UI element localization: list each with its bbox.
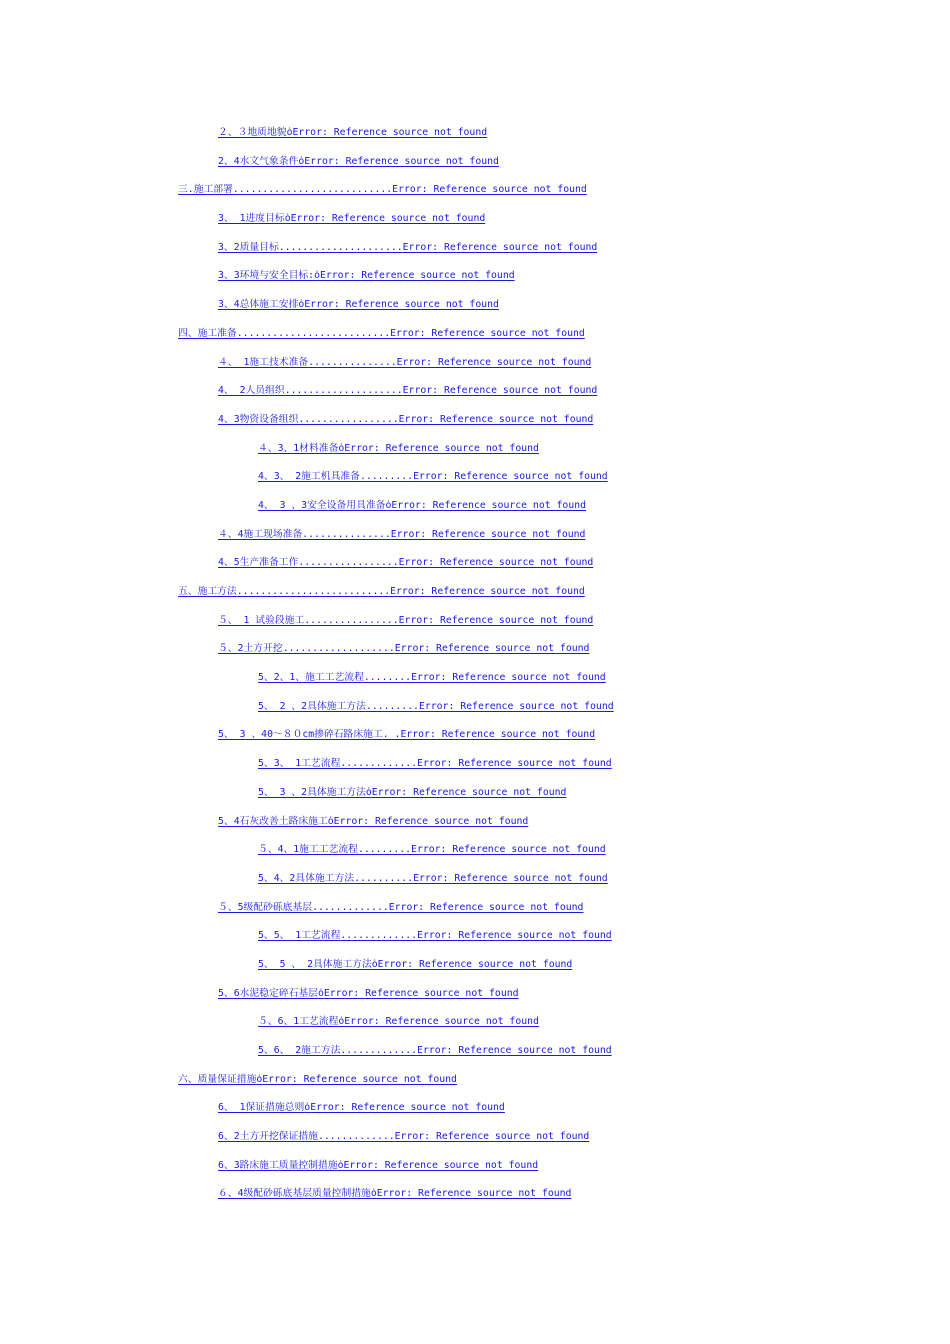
toc-entry-title: 5、 5 、 2具体施工方法 [258, 958, 372, 970]
toc-entry-page-ref: Error: Reference source not found [376, 1188, 572, 1200]
toc-entry-leader: ................. [298, 557, 399, 569]
toc-link[interactable] [218, 643, 589, 654]
toc-entry-page-ref: Error: Reference source not found [413, 872, 608, 884]
toc-entry-title: ４、3、1材料准备 [258, 442, 339, 454]
toc-entry [0, 377, 950, 406]
toc-link[interactable] [218, 1131, 589, 1142]
toc-entry-page-ref: Error: Reference source not found [310, 1102, 505, 1114]
toc-entry [0, 1152, 950, 1181]
toc-entry-leader: ............. [312, 901, 389, 913]
toc-link[interactable] [258, 844, 606, 855]
toc-entry-page-ref: Error: Reference source not found [394, 1131, 590, 1143]
toc-entry-title: 5、2、1、施工工艺流程 [258, 672, 364, 684]
toc-entry-leader: ............... [308, 356, 397, 368]
toc-entry-page-ref: Error: Reference source not found [319, 270, 515, 282]
toc-link[interactable] [178, 184, 587, 195]
toc-link[interactable] [258, 672, 606, 683]
toc-entry-leader: .................... [284, 385, 403, 397]
toc-entry [0, 1037, 950, 1066]
toc-entry [0, 234, 950, 263]
toc-entry [0, 406, 950, 435]
toc-link[interactable] [218, 816, 528, 827]
toc-entry-page-ref: Error: Reference source not found [417, 930, 612, 942]
toc-entry-page-ref: Error: Reference source not found [398, 557, 594, 569]
toc-entry-title: 5、4石灰改善土路床施工 [218, 815, 328, 827]
toc-entry-title: 6、3路床施工质量控制措施 [218, 1159, 338, 1171]
toc-entry [0, 463, 950, 492]
toc-entry [0, 750, 950, 779]
toc-link[interactable] [178, 586, 585, 597]
toc-entry-leader: ......... [357, 844, 412, 856]
field-marker-icon: ȯ [314, 270, 320, 282]
toc-link[interactable] [218, 357, 591, 368]
toc-entry [0, 865, 950, 894]
toc-entry-title: 5、5、 1工艺流程 [258, 930, 341, 942]
toc-entry-leader: ......... [359, 471, 414, 483]
field-marker-icon: ȯ [327, 815, 334, 827]
toc-entry-page-ref: Error: Reference source not found [411, 672, 606, 684]
toc-link[interactable] [218, 729, 595, 740]
toc-link[interactable] [218, 1188, 571, 1199]
toc-entry-page-ref: Error: Reference source not found [333, 815, 529, 827]
toc-entry [0, 1123, 950, 1152]
toc-entry-title: 4、3物资设备组织 [218, 413, 299, 425]
toc-link[interactable] [258, 959, 572, 970]
toc-link[interactable] [258, 787, 566, 798]
toc-entry-title: 5、 3 、40～８０cm掺碎石路床施工 [218, 729, 383, 741]
field-marker-icon: ȯ [286, 127, 293, 138]
toc-entry-title: 5、4、2具体施工方法 [258, 872, 355, 884]
toc-entry-leader: ..................... [278, 241, 403, 253]
toc-entry-page-ref: Error: Reference source not found [390, 528, 586, 540]
field-marker-icon: ȯ [284, 213, 291, 225]
toc-entry-title: 3、2质量目标 [218, 241, 279, 253]
toc-link[interactable] [258, 758, 612, 769]
toc-entry-title: ２、３地质地貌 [218, 127, 287, 138]
toc-entry [0, 578, 950, 607]
toc-entry-title: 5、 3 、2具体施工方法 [258, 786, 366, 798]
toc-entry-title: ５、2土方开挖 [218, 643, 283, 655]
toc-entry-page-ref: Error: Reference source not found [418, 700, 614, 712]
toc-entry-page-ref: Error: Reference source not found [402, 241, 598, 253]
toc-entry-leader: .......... [354, 872, 414, 884]
toc-entry-title: 4、3、 2施工机具准备 [258, 471, 360, 483]
toc-link[interactable] [218, 299, 499, 310]
toc-entry-title: 四、施工准备 [178, 327, 237, 339]
toc-entry [0, 808, 950, 837]
toc-link[interactable] [178, 328, 585, 339]
field-marker-icon: ȯ [256, 1073, 263, 1085]
field-marker-icon: ȯ [317, 987, 324, 999]
toc-link[interactable] [218, 557, 593, 568]
toc-entry-title: ５、6、1工艺流程 [258, 1016, 339, 1028]
toc-link[interactable] [218, 127, 487, 138]
toc-entry-page-ref: Error: Reference source not found [392, 184, 587, 196]
toc-link[interactable] [258, 443, 539, 454]
toc-entry-page-ref: Error: Reference source not found [290, 213, 486, 225]
toc-entry-page-ref: Error: Reference source not found [344, 442, 539, 454]
toc-link[interactable] [258, 701, 614, 712]
toc-entry [0, 205, 950, 234]
toc-entry-page-ref: Error: Reference source not found [343, 1159, 539, 1171]
toc-entry-page-ref: Error: Reference source not found [304, 299, 499, 311]
field-marker-icon: ȯ [337, 1159, 344, 1171]
toc-entry-page-ref: Error: Reference source not found [417, 1045, 612, 1056]
toc-entry-page-ref: Error: Reference source not found [390, 327, 585, 339]
toc-entry [0, 435, 950, 464]
field-marker-icon: ȯ [304, 1102, 311, 1114]
toc-entry [0, 1066, 950, 1095]
toc-entry-leader: ................... [282, 643, 395, 655]
toc-entry [0, 291, 950, 320]
toc-entry-leader: ................. [298, 413, 399, 425]
toc-entry-page-ref: Error: Reference source not found [400, 729, 596, 741]
toc-link[interactable] [218, 242, 597, 253]
toc-link[interactable] [258, 1045, 612, 1056]
toc-entry-page-ref: Error: Reference source not found [262, 1073, 457, 1085]
toc-entry-page-ref: Error: Reference source not found [377, 958, 573, 970]
toc-entry-leader: ............. [317, 1131, 395, 1143]
field-marker-icon: ȯ [385, 499, 392, 511]
toc-link[interactable] [178, 1074, 457, 1085]
toc-entry-leader: ............. [340, 930, 418, 942]
toc-entry-page-ref: Error: Reference source not found [402, 385, 598, 397]
field-marker-icon: ȯ [298, 299, 305, 311]
toc-link[interactable] [218, 1160, 538, 1171]
toc-entry-page-ref: Error: Reference source not found [371, 786, 567, 798]
toc-entry-title: ５、5级配砂砾底基层 [218, 901, 313, 913]
toc-entry-page-ref: Error: Reference source not found [390, 586, 585, 597]
toc-entry-title: 4、 2人员组织 [218, 385, 285, 397]
toc-entry [0, 148, 950, 177]
toc-link[interactable] [218, 156, 499, 167]
toc-link[interactable] [218, 615, 593, 626]
toc-entry-page-ref: Error: Reference source not found [344, 1016, 539, 1028]
toc-entry [0, 521, 950, 550]
toc-entry [0, 492, 950, 521]
toc-entry-page-ref: Error: Reference source not found [413, 471, 608, 483]
toc-entry-title: 6、 1保证措施总则 [218, 1102, 305, 1114]
toc-entry [0, 349, 950, 378]
toc-entry-title: 3、3环境与安全目标: [218, 270, 315, 282]
toc-entry-title: 5、3、 1工艺流程 [258, 758, 341, 770]
toc-link[interactable] [218, 414, 593, 425]
toc-entry [0, 1180, 950, 1209]
toc-entry-title: 4、5生产准备工作 [218, 557, 299, 569]
toc-entry [0, 320, 950, 349]
toc-entry-page-ref: Error: Reference source not found [417, 758, 612, 770]
toc-link[interactable] [218, 385, 597, 396]
toc-link[interactable] [218, 270, 515, 281]
toc-entry-leader: ............. [340, 758, 418, 770]
toc-entry-page-ref: Error: Reference source not found [323, 987, 519, 999]
field-marker-icon: ȯ [371, 958, 378, 970]
toc-entry [0, 262, 950, 291]
toc-entry-leader: ......... [365, 700, 419, 712]
toc-entry-title: 3、 1进度目标 [218, 213, 285, 225]
field-marker-icon: ȯ [338, 442, 345, 454]
toc-link[interactable] [218, 529, 585, 540]
field-marker-icon: ȯ [370, 1188, 377, 1200]
toc-entry-title: ５、4、1施工工艺流程 [258, 844, 358, 856]
toc-entry-leader: ........ [363, 672, 412, 684]
toc-entry-leader: .......................... [236, 586, 391, 597]
toc-entry [0, 1094, 950, 1123]
toc-entry [0, 894, 950, 923]
toc-entry [0, 980, 950, 1009]
toc-entry [0, 922, 950, 951]
toc-entry [0, 119, 950, 148]
toc-entry-page-ref: Error: Reference source not found [391, 499, 587, 511]
toc-entry-title: 5、6、 2施工方法 [258, 1045, 341, 1056]
toc-link[interactable] [258, 471, 608, 482]
toc-link[interactable] [258, 873, 608, 884]
toc-entry [0, 951, 950, 980]
toc-entry [0, 635, 950, 664]
field-marker-icon: ȯ [338, 1016, 345, 1028]
toc-entry-page-ref: Error: Reference source not found [398, 413, 594, 425]
toc-link[interactable] [218, 988, 519, 999]
toc-entry-title: 6、2土方开挖保证措施 [218, 1131, 318, 1143]
toc-link[interactable] [218, 213, 485, 224]
toc-entry [0, 721, 950, 750]
toc-entry-page-ref: Error: Reference source not found [394, 643, 590, 655]
toc-entry-page-ref: Error: Reference source not found [396, 356, 592, 368]
toc-entry-leader: . . [382, 729, 401, 741]
toc-entry-title: 2、4水文气象条件 [218, 155, 299, 167]
toc-entry [0, 176, 950, 205]
toc-link[interactable] [218, 1102, 505, 1113]
toc-entry-page-ref: Error: Reference source not found [304, 155, 499, 167]
toc-entry-title: 六、质量保证措施 [178, 1073, 257, 1085]
toc-entry-page-ref: Error: Reference source not found [388, 901, 584, 913]
toc-entry-title: 5、 2 、2具体施工方法 [258, 700, 366, 712]
toc-entry-title: 5、6水泥稳定碎石基层 [218, 987, 318, 999]
toc-link[interactable] [218, 902, 583, 913]
toc-entry [0, 1008, 950, 1037]
toc-entry-title: 三.施工部署 [178, 184, 233, 196]
toc-entry [0, 607, 950, 636]
toc-entry [0, 836, 950, 865]
toc-entry-title: ４、 1施工技术准备 [218, 356, 309, 368]
toc-entry-title: 五、施工方法 [178, 586, 237, 597]
toc-entry-leader: ............. [340, 1045, 418, 1056]
toc-entry-title: ６、4级配砂砾底基层质量控制措施 [218, 1188, 371, 1200]
toc-entry [0, 664, 950, 693]
toc-entry-title: ５、 1 试验段施工 [218, 614, 305, 626]
toc-entry-page-ref: Error: Reference source not found [292, 127, 488, 138]
toc-entry-title: 3、4总体施工安排 [218, 299, 299, 311]
toc-entry-page-ref: Error: Reference source not found [411, 844, 606, 856]
field-marker-icon: ȯ [365, 786, 372, 798]
toc-link[interactable] [258, 1016, 539, 1027]
toc-entry-leader: ................ [304, 614, 399, 626]
toc-entry [0, 779, 950, 808]
toc-entry-leader: ........................... [232, 184, 393, 196]
toc-entry-title: 4、 3 、3安全设备用具准备 [258, 499, 386, 511]
toc-link[interactable] [258, 930, 612, 941]
toc-entry-leader: ............... [302, 528, 391, 540]
toc-entry-leader: .......................... [236, 327, 391, 339]
table-of-contents [0, 119, 950, 1209]
toc-entry [0, 693, 950, 722]
toc-link[interactable] [258, 500, 586, 511]
toc-entry-page-ref: Error: Reference source not found [398, 614, 594, 626]
field-marker-icon: ȯ [298, 155, 305, 167]
toc-entry [0, 549, 950, 578]
toc-entry-title: ４、4施工现场准备 [218, 528, 303, 540]
